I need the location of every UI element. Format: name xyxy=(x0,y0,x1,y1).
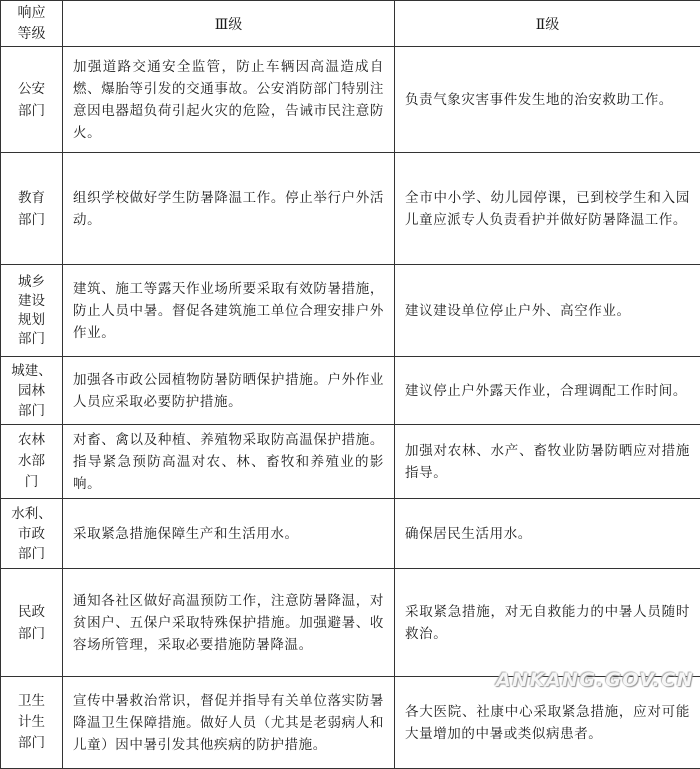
dept-health-family-planning: 卫生 计生 部门 xyxy=(1,677,63,769)
level3-education: 组织学校做好学生防暑降温工作。停止举行户外活动。 xyxy=(63,153,395,265)
dept-water-municipal: 水利、 市政 部门 xyxy=(1,499,63,569)
header-response-level: 响应 等级 xyxy=(1,1,63,47)
table-header-row xyxy=(1,1,700,47)
table-row xyxy=(1,357,700,425)
level3-agriculture-forestry-water: 对畜、禽以及种植、养殖物采取防高温保护措施。指导紧急预防高温对农、林、畜牧和养殖业的影响。 xyxy=(63,425,395,499)
dept-public-security: 公安 部门 xyxy=(1,47,63,153)
level3-public-security: 加强道路交通安全监管，防止车辆因高温造成自燃、爆胎等引发的交通事故。公安消防部门特别注意因电器超负荷引起火灾的危险，告诫市民注意防火。 xyxy=(63,47,395,153)
level2-agriculture-forestry-water: 加强对农林、水产、畜牧业防暑防晒应对措施指导。 xyxy=(395,425,700,499)
table-row xyxy=(1,265,700,357)
table-row xyxy=(1,153,700,265)
level3-urban-rural-planning: 建筑、施工等露天作业场所要采取有效防暑措施，防止人员中暑。督促各建筑施工单位合理安排户外作业。 xyxy=(63,265,395,357)
level2-urban-rural-planning: 建议建设单位停止户外、高空作业。 xyxy=(395,265,700,357)
level3-civil-affairs: 通知各社区做好高温预防工作，注意防暑降温，对贫困户、五保户采取特殊保护措施。加强避暑、收容场所管理，采取必要措施防暑降温。 xyxy=(63,569,395,677)
level3-water-municipal: 采取紧急措施保障生产和生活用水。 xyxy=(63,499,395,569)
table-row xyxy=(1,499,700,569)
table-row xyxy=(1,47,700,153)
table-row xyxy=(1,425,700,499)
level2-urban-landscape: 建议停止户外露天作业，合理调配工作时间。 xyxy=(395,357,700,425)
level2-public-security: 负责气象灾害事件发生地的治安救助工作。 xyxy=(395,47,700,153)
level3-urban-landscape: 加强各市政公园植物防暑防晒保护措施。户外作业人员应采取必要防护措施。 xyxy=(63,357,395,425)
dept-urban-landscape: 城建、 园林 部门 xyxy=(1,357,63,425)
dept-urban-rural-planning: 城乡 建设 规划 部门 xyxy=(1,265,63,357)
dept-agriculture-forestry-water: 农林 水部 门 xyxy=(1,425,63,499)
level2-civil-affairs: 采取紧急措施，对无自救能力的中暑人员随时救治。 xyxy=(395,569,700,677)
dept-civil-affairs: 民政 部门 xyxy=(1,569,63,677)
table-row xyxy=(1,569,700,677)
level2-health-family-planning: 各大医院、社康中心采取紧急措施，应对可能大量增加的中暑或类似病患者。 xyxy=(395,677,700,769)
header-level-2: Ⅱ级 xyxy=(395,1,700,47)
table-row xyxy=(1,677,700,769)
dept-education: 教育 部门 xyxy=(1,153,63,265)
site-watermark: ANKANG.GOV.CN xyxy=(496,669,694,691)
level2-water-municipal: 确保居民生活用水。 xyxy=(395,499,700,569)
header-level-3: Ⅲ级 xyxy=(63,1,395,47)
level2-education: 全市中小学、幼儿园停课，已到校学生和入园儿童应派专人负责看护并做好防暑降温工作。 xyxy=(395,153,700,265)
level3-health-family-planning: 宣传中暑救治常识，督促并指导有关单位落实防暑降温卫生保障措施。做好人员（尤其是老弱病人和儿童）因中暑引发其他疾病的防护措施。 xyxy=(63,677,395,769)
